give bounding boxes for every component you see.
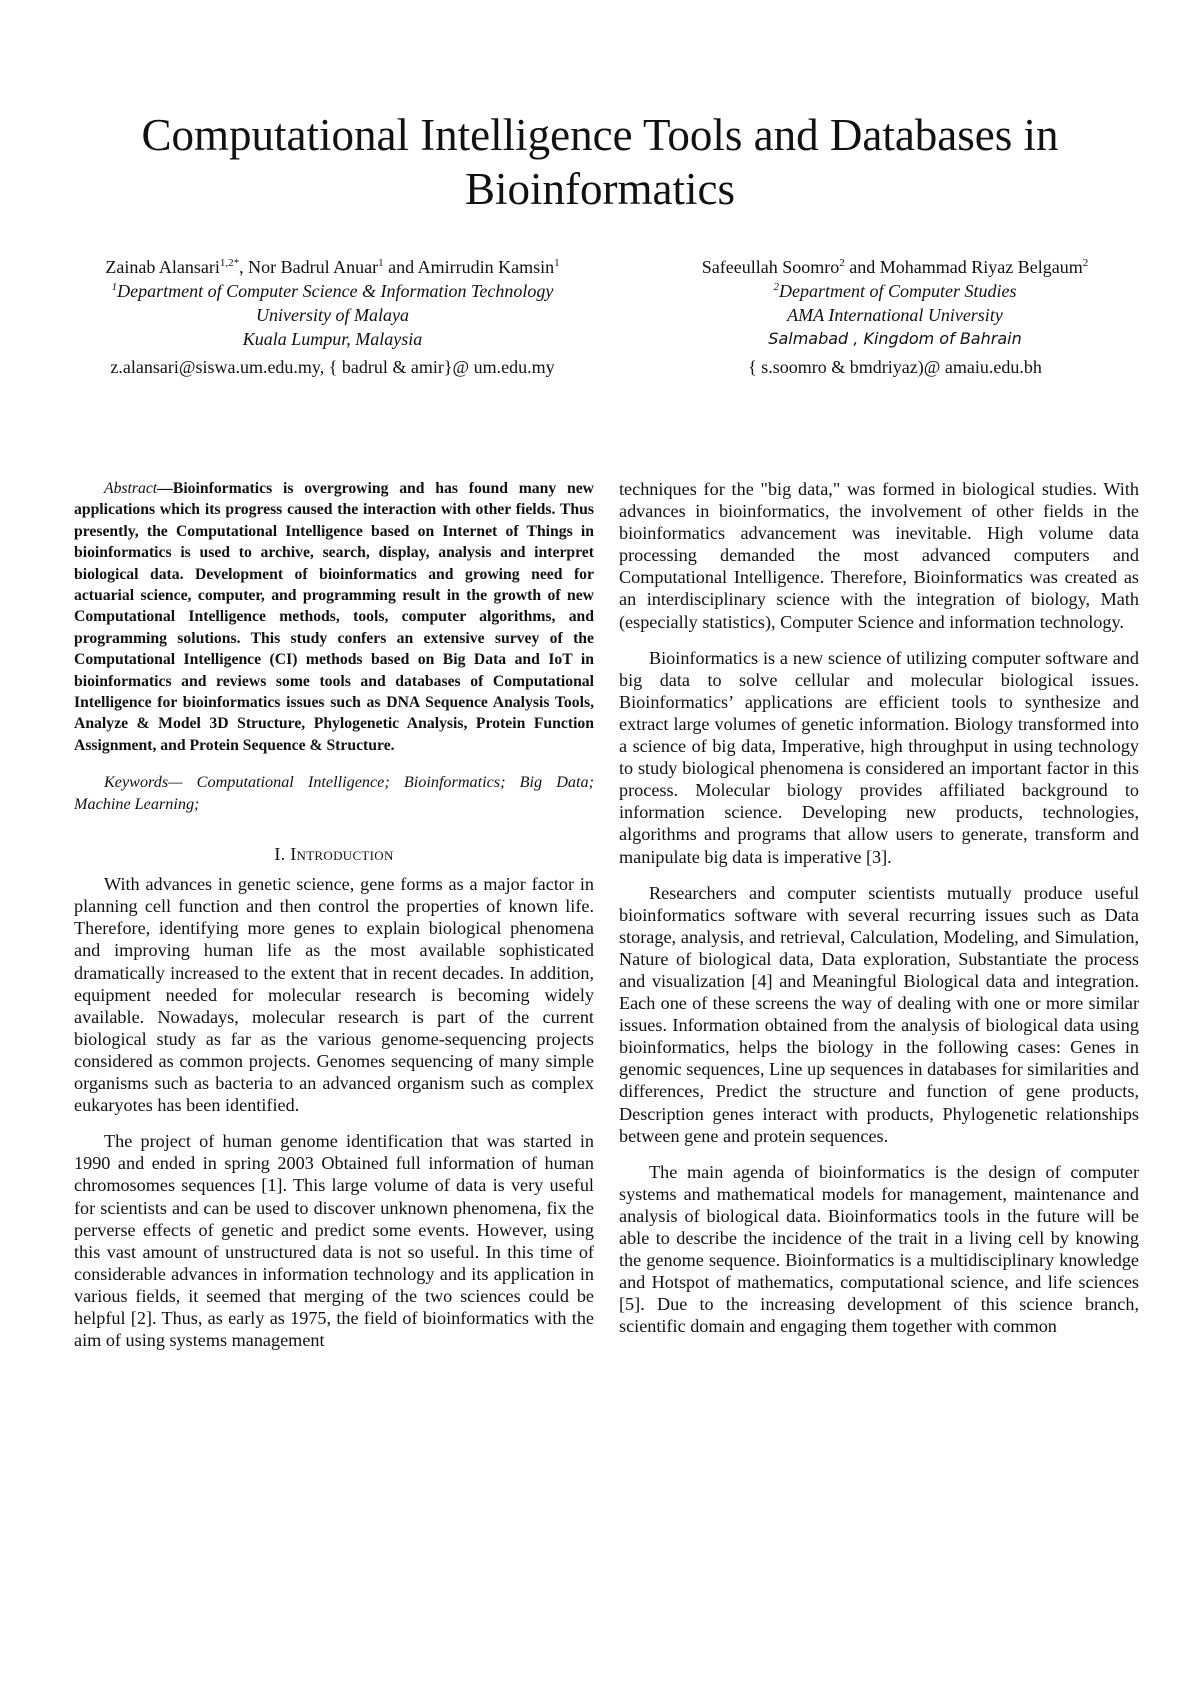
author-block-left (60, 255, 605, 379)
paper-title: Computational Intelligence Tools and Databases in Bioinformatics (141, 110, 1059, 214)
author-names-right: Safeeullah Soomro$^2$ and Mohammad Riyaz Belgaum$^2$ (701, 257, 1089, 277)
affiliation-location-right: Salmabad , Kingdom of Bahrain (768, 329, 1022, 348)
affiliation-university-left: University of Malaya (256, 305, 409, 325)
author-block-right (640, 255, 1150, 379)
body-paragraph: techniques for the "big data," was formed in biological studies. With advances in bioinformatics, the involvement of other fields in the bioinformatics advancement was inevitable. High volume data processing demanded the most advanced computers and Computational Intelligence. Therefore, Bioinformatics was created as an interdisciplinary science with the integration of biology, Math (especially statistics), Computer Science and information technology. (619, 479, 1139, 632)
body-paragraph: With advances in genetic science, gene forms as a major factor in planning cell function and then control the properties of known life. Therefore, identifying more genes to explain biological phenomena and improving human life as the most available sophisticated dramatically increased to the extent that in recent decades. In addition, equipment needed for molecular research is becoming widely available. Nowadays, molecular research is part of the current biological study as far as the various genome-sequencing projects considered as common projects. Genomes sequencing of many simple organisms such as bacteria to an advanced organism such as complex eukaryotes has been identified. (74, 874, 594, 1116)
author-email-left: z.alansari@siswa.um.edu.my, { badrul & amir}@ um.edu.my (110, 357, 555, 377)
abstract-label: Abstract (104, 480, 158, 497)
body-paragraph: The main agenda of bioinformatics is the design of computer systems and mathematical models for management, maintenance and analysis of biological data. Bioinformatics tools in the future will be able to describe the incidence of the trait in a living cell by knowing the genome sequence. Bioinformatics is a multidisciplinary knowledge and Hotspot of mathematics, computational science, and life sciences [5]. Due to the increasing development of this science branch, scientific domain and engaging them together with common (619, 1161, 1139, 1337)
affiliation-location-left: Kuala Lumpur, Malaysia (242, 329, 423, 349)
affiliation-department-left: $^1$Department of Computer Science & Information Technology (111, 281, 554, 301)
author-email-right: { s.soomro & bmdriyaz)@ amaiu.edu.bh (748, 357, 1042, 377)
section-heading-introduction: I. Introduction (274, 844, 394, 865)
affiliation-department-right: $^2$Department of Computer Studies (773, 281, 1017, 301)
body-paragraph: The project of human genome identification that was started in 1990 and ended in spring 2003 Obtained full information of human chromosomes sequences [1]. This large volume of data is very useful for scientists and can be used to discover unknown phenomena, fix the perverse effects of genetic and predict some events. However, using this vast amount of unstructured data is not so useful. In this time of considerable advances in information technology and its application in various fields, it seemed that merging of the two sciences could be helpful [2]. Thus, as early as 1975, the field of bioinformatics with the aim of using systems management (74, 1131, 594, 1351)
author-names-left: Zainab Alansari$^{1,2*}$, Nor Badrul Anuar$^1$ and Amirrudin Kamsin$^1$ (105, 257, 560, 277)
body-paragraph: Researchers and computer scientists mutually produce useful bioinformatics software with several recurring issues such as Data storage, analysis, and retrieval, Calculation, Modeling, and Simulation, Nature of biological data, Data exploration, Substantiate the process and visualization [4] and Meaningful Biological data and integration. Each one of these screens the way of dealing with one or more similar issues. Information obtained from the analysis of biological data using bioinformatics, helps the biology in the following cases: Genes in genomic sequences, Line up sequences in databases for similarities and differences, Predict the structure and function of gene products, Description genes interact with products, Phylogenetic relationships between gene and protein sequences. (619, 882, 1139, 1146)
body-paragraph: Bioinformatics is a new science of utilizing computer software and big data to solve cellular and molecular biological issues. Bioinformatics’ applications are efficient tools to synthesize and extract large volumes of genetic information. Biology transformed into a science of big data, Imperative, high throughput in using technology to study biological phenomena is considered an important factor in this process. Molecular biology provides affiliated background to information science. Developing new products, technologies, algorithms and programs that allow users to generate, transform and manipulate big data is imperative [3]. (619, 647, 1139, 867)
left-column (74, 478, 594, 1351)
abstract (74, 478, 594, 756)
affiliation-university-right: AMA International University (787, 305, 1003, 325)
keywords: Keywords— Computational Intelligence; Bioinformatics; Big Data; Machine Learning; (74, 773, 594, 813)
abstract-text: —Bioinformatics is overgrowing and has found many new applications which its progress caused the interaction with other fields. Thus presently, the Computational Intelligence based on Internet of Things in bioinformatics is used to archive, search, display, analysis and interpret biological data. Development of bioinformatics and growing need for actuarial science, computer, and programming result in the growth of new Computational Intelligence methods, tools, computer algorithms, and programming solutions. This study confers an extensive survey of the Computational Intelligence (CI) methods based on Big Data and IoT in bioinformatics and reviews some tools and databases of Computational Intelligence for bioinformatics issues such as DNA Sequence Analysis Tools, Analyze & Model 3D Structure, Phylogenetic Analysis, Protein Function Assignment, and Protein Sequence & Structure. (74, 480, 594, 754)
right-column (619, 478, 1139, 1337)
